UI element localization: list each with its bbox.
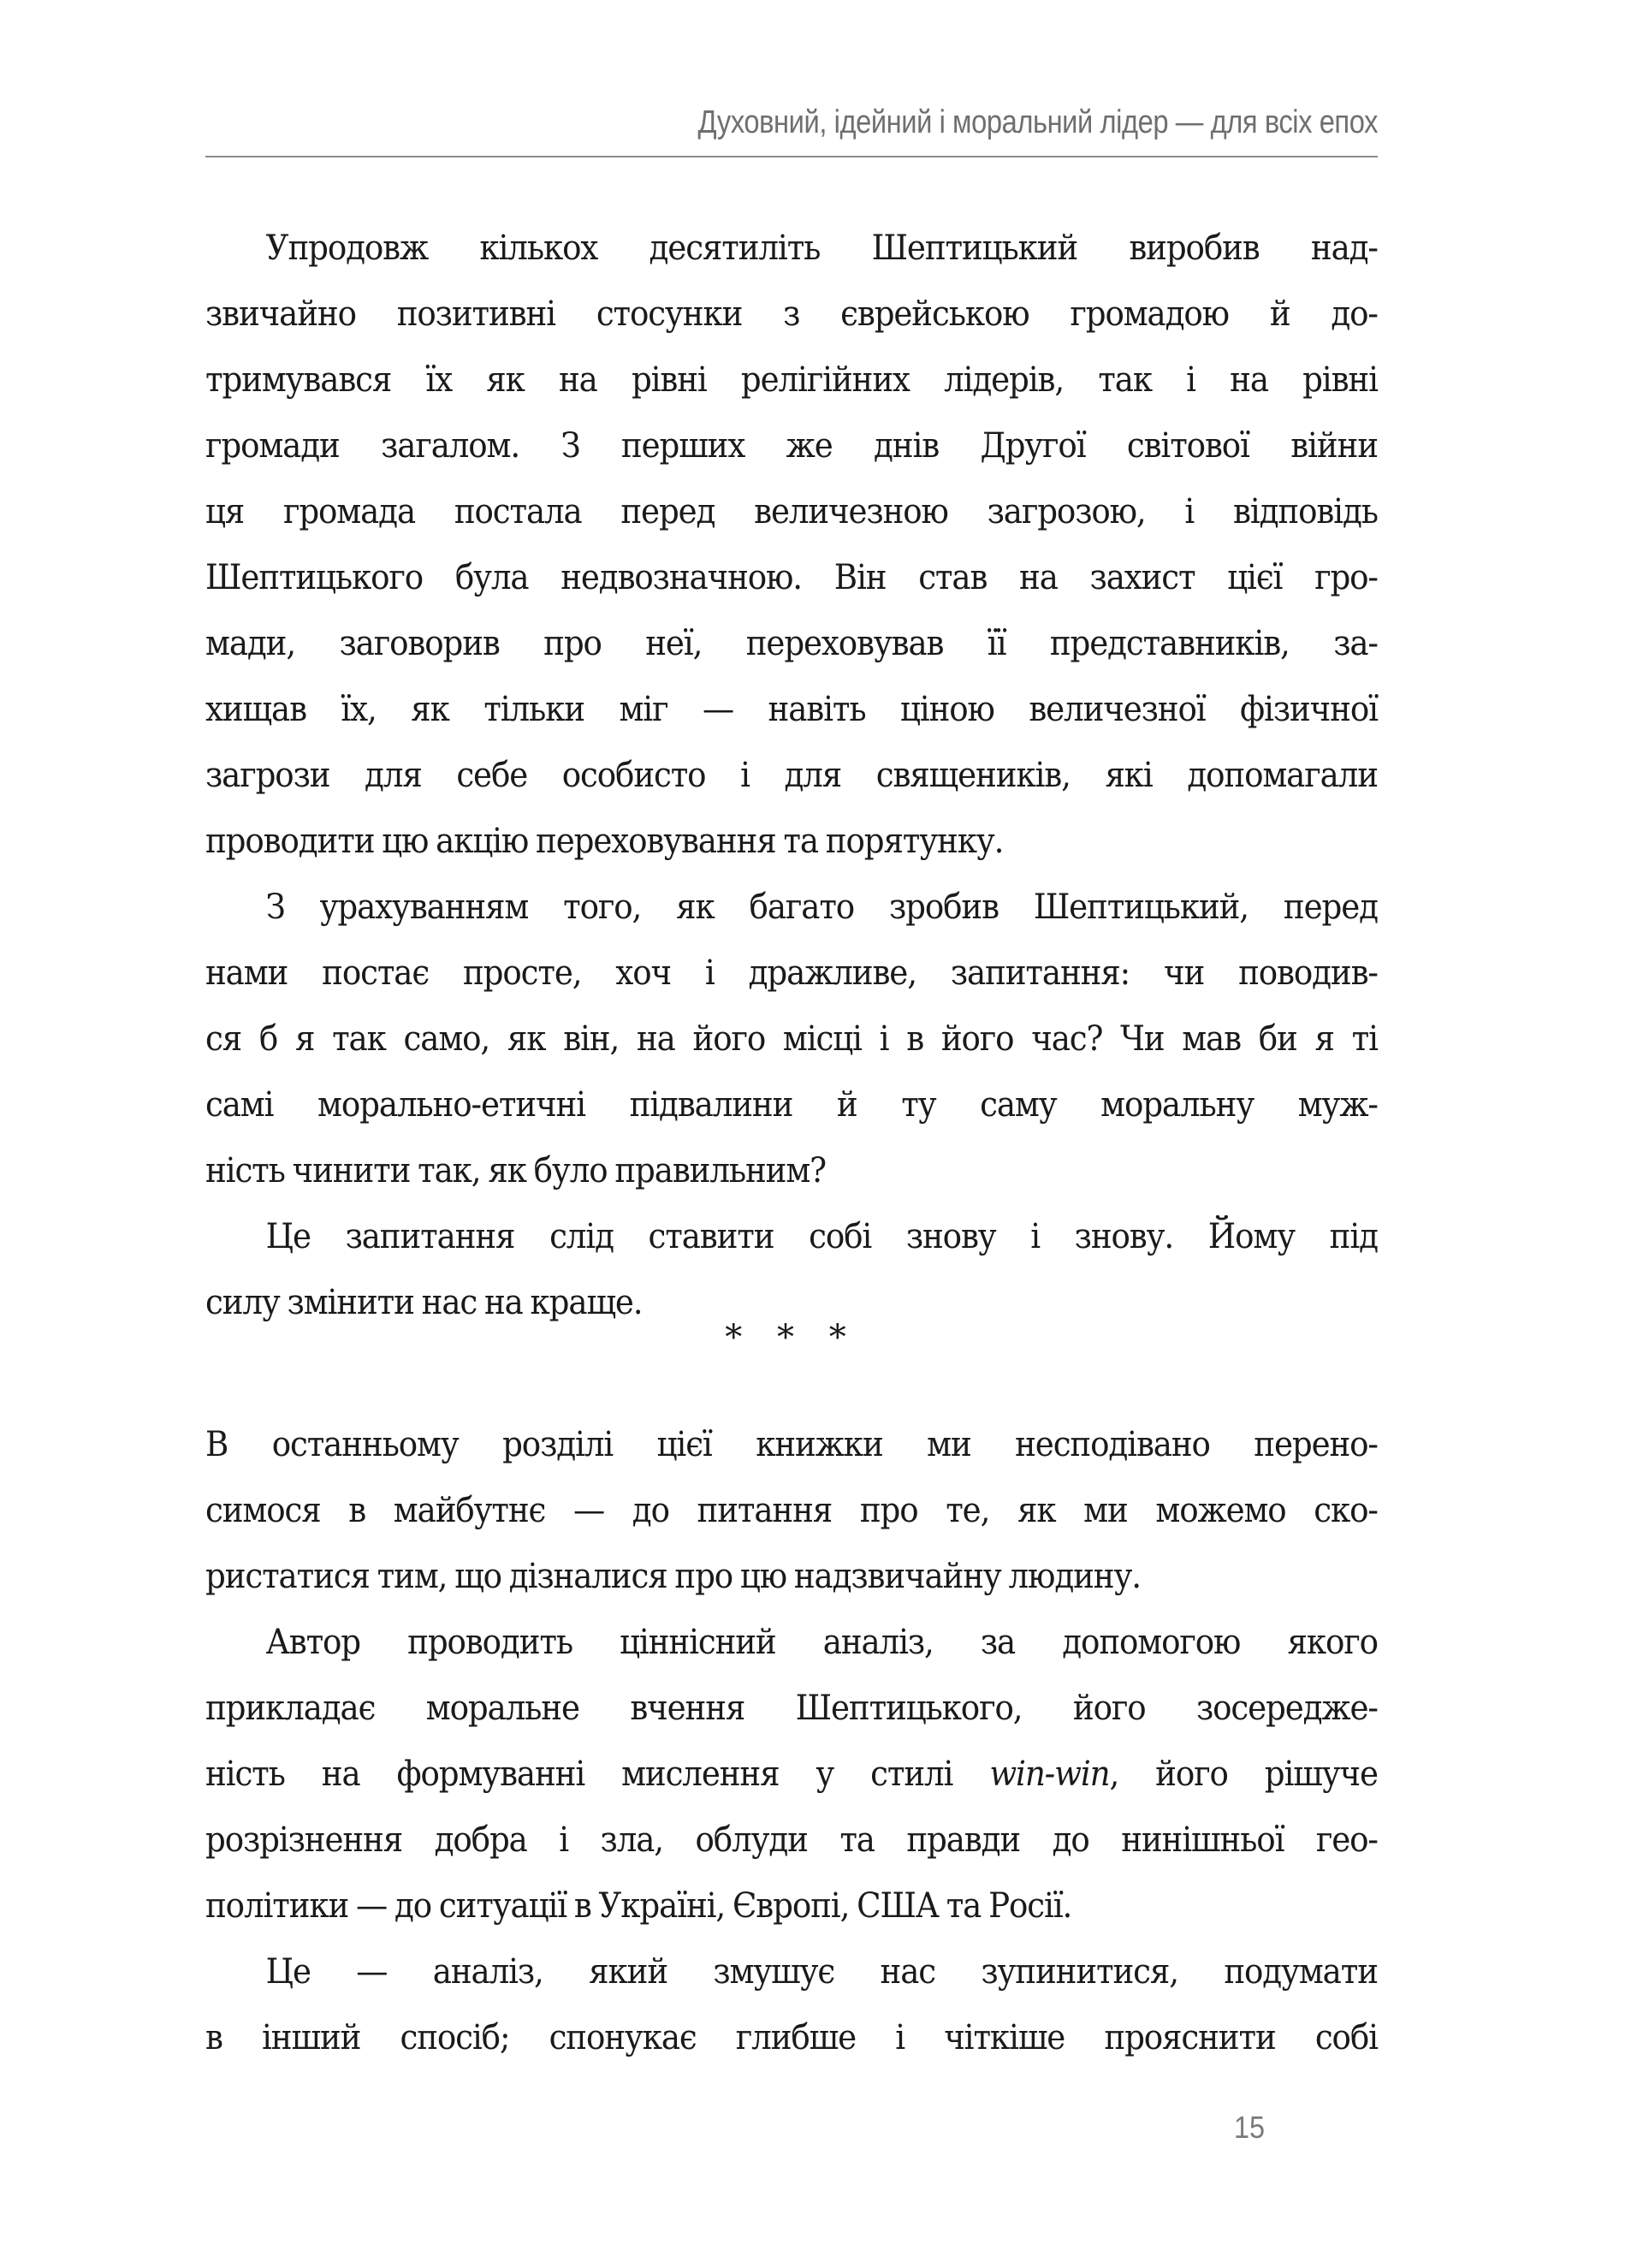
text-line-with-italic [205, 1742, 1378, 1808]
page-number: 15 [1233, 2110, 1266, 2145]
italic-term: win-win [989, 1754, 1110, 1794]
paragraph [205, 216, 1378, 875]
text-line: З урахуванням того, як багато зробив Шептицький, перед [265, 888, 1378, 927]
text-line: нами постає просте, хоч і дражливе, запитання: чи поводив- [205, 953, 1378, 993]
text-line: ристатися тим, що дізналися про цю надзвичайну людину. [205, 1557, 1141, 1596]
text-line: силу змінити нас на краще. [205, 1283, 643, 1322]
text-line: громади загалом. З перших же днів Другої світової війни [205, 426, 1378, 466]
section-two [205, 1412, 1378, 2071]
text-line: Це запитання слід ставити собі знову і знову. Йому під [265, 1217, 1378, 1256]
text-line: самі морально-етичні підвалини й ту саму моральну муж- [205, 1085, 1378, 1125]
text-line: хищав їх, як тільки міг — навіть ціною величезної фізичної [205, 690, 1378, 729]
text-line: прикладає моральне вчення Шептицького, його зосередже- [205, 1689, 1378, 1728]
text-line: загрози для себе особисто і для священиків, які допомагали [205, 756, 1378, 795]
text-line: Автор проводить ціннісний аналіз, за допомогою якого [265, 1623, 1378, 1662]
text-run: , його рішуче [1109, 1754, 1378, 1794]
paragraph [205, 1204, 1378, 1336]
text-line: ність чинити так, як було правильним? [205, 1151, 826, 1190]
text-line: В останньому розділі цієї книжки ми несподівано перено- [205, 1425, 1378, 1464]
paragraph [205, 1939, 1378, 2071]
running-head-title: Духовний, ідейний і моральний лідер — для всіх епох [697, 104, 1378, 140]
text-line: проводити цю акцію переховування та порятунку. [205, 822, 1004, 861]
paragraph [205, 875, 1378, 1204]
text-run: ність на формуванні мислення у стилі [205, 1754, 990, 1794]
text-line: тримувався їх як на рівні релігійних лідерів, так і на рівні [205, 360, 1378, 400]
text-line: звичайно позитивні стосунки з єврейською громадою й до- [205, 294, 1378, 334]
text-line: симося в майбутнє — до питання про те, як ми можемо ско- [205, 1491, 1378, 1530]
paragraph [205, 1610, 1378, 1939]
section-one [205, 216, 1378, 1336]
text-line: в інший спосіб; спонукає глибше і чіткіше прояснити собі [205, 2018, 1378, 2057]
text-line: ця громада постала перед величезною загрозою, і відповідь [205, 492, 1378, 531]
text-line: Шептицького була недвозначною. Він став на захист цієї гро- [205, 558, 1378, 597]
text-line: Упродовж кількох десятиліть Шептицький виробив над- [265, 229, 1378, 268]
header-rule [205, 156, 1378, 157]
text-line: розрізнення добра і зла, облуди та правди до нинішньої гео- [205, 1820, 1378, 1860]
text-line: політики — до ситуації в Україні, Європі, США та Росії. [205, 1886, 1072, 1926]
section-separator-asterisks: * * * [725, 1318, 858, 1357]
text-line: мади, заговорив про неї, переховував її представників, за- [205, 624, 1378, 663]
paragraph [205, 1412, 1378, 1610]
text-line: ся б я так само, як він, на його місці і в його час? Чи мав би я ті [205, 1019, 1378, 1059]
text-line: Це — аналіз, який змушує нас зупинитися, подумати [265, 1952, 1378, 1992]
